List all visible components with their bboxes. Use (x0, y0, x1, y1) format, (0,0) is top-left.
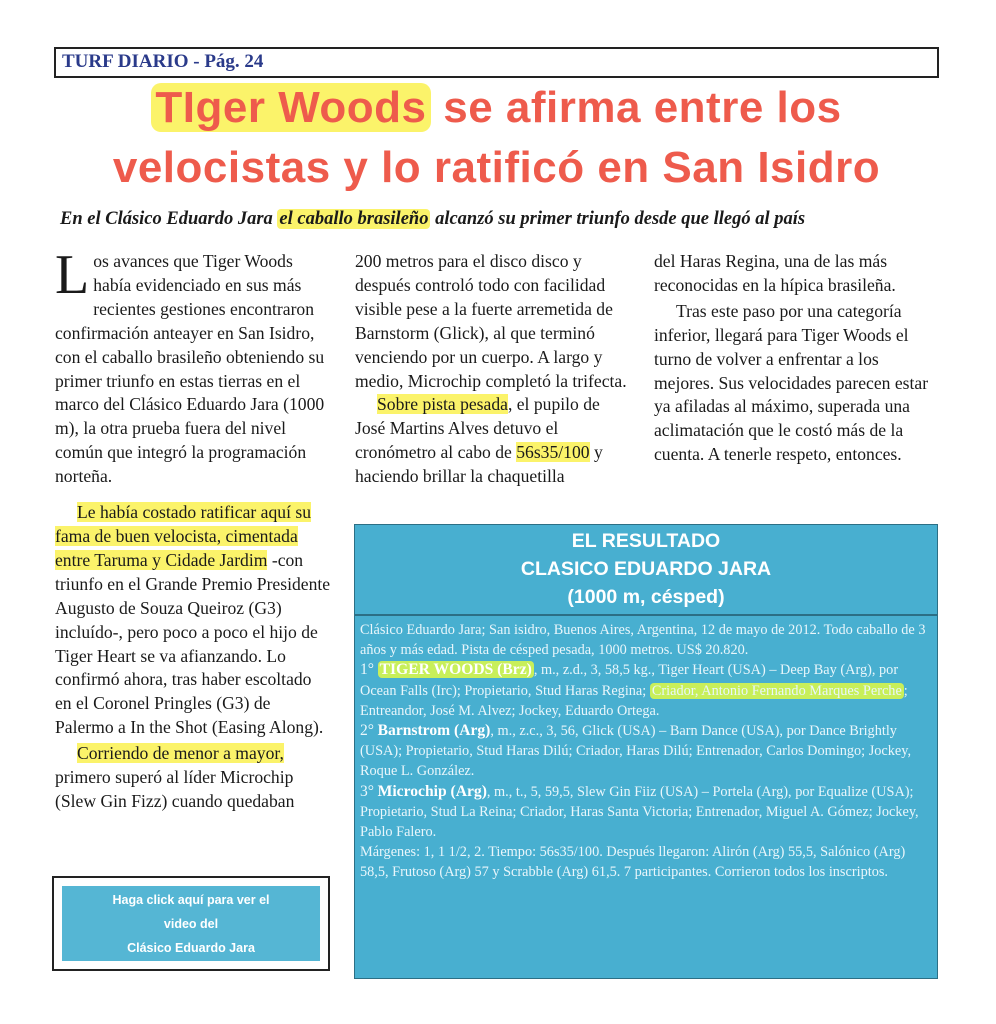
results-title-2: CLASICO EDUARDO JARA (520, 558, 772, 580)
article-paragraph (55, 244, 332, 489)
article-paragraph (55, 742, 332, 814)
article-column-3 (654, 250, 934, 467)
horse-name: Barnstrom (Arg) (377, 722, 491, 740)
position-label: 3° (360, 782, 375, 800)
article-paragraph: 200 metros para el disco disco y después controló todo con facilidad visible pese a la fuerte arremetida de Barnstorm (Glick), al que terminó venciendo por un cuerpo. A largo y medio, Microchip completó la trifecta. (355, 251, 627, 391)
breeder-highlight: Criador, Antonio Fernando Marques Perche (651, 682, 902, 699)
article-paragraph: Tras este paso por una categoría inferior, llegará para Tiger Woods el turno de volver a enfrentar a los mejores. Sus velocidades parecen estar ya afiladas al máximo, superada una aclimatación que le costó más de la cuenta. A tenerle respeto, entonces. (654, 300, 929, 465)
entry-text: ; Entreandor, José M. Alvez; Jockey, Eduardo Ortega. (360, 682, 908, 719)
results-margins: Márgenes: 1, 1 1/2, 2. Tiempo: 56s35/100. Después llegaron: Alirón (Arg) 55,5, Salónico (Arg) 58,5, Frutoso (Arg) 57 y Scrabble (Arg) 61,5. 7 participantes. Corrieron todos los inscriptos. (360, 844, 906, 881)
paragraph-text: primero superó al líder Microchip (Slew Gin Fizz) cuando quedaban (55, 767, 295, 811)
highlighted-text: Corriendo de menor a mayor, (77, 743, 284, 764)
position-label: 2° (360, 722, 375, 740)
header-text: TURF DIARIO - Pág. 24 (62, 51, 264, 72)
results-title-1: EL RESULTADO (571, 530, 721, 552)
headline-highlight: TIger Woods (151, 83, 430, 132)
video-link-line2: video del (163, 917, 219, 931)
article-column-2 (355, 250, 632, 489)
results-header (355, 525, 937, 616)
subheadline (60, 209, 940, 230)
entry-text: , m., z.d., 3, 58,5 kg., Tiger Heart (USA) – Deep Bay (Arg), por Ocean Falls (Irc); Propietario, Stud Haras Regina; (360, 662, 899, 699)
paragraph-text: -con triunfo en el Grande Premio Presidente Augusto de Souza Queiroz (G3) incluído-, pero poco a poco el hijo de Tiger Heart se va afianzando. Lo confirmó ahora, tras haber escoltado en el Coronel Pringles (G3) de Palermo a In the Shot (Easing Along). (55, 549, 331, 738)
headline-line2: velocistas y lo ratificó en San Isidro (112, 143, 881, 192)
results-first-place (360, 660, 931, 721)
results-intro: Clásico Eduardo Jara; San isidro, Buenos Aires, Argentina, 12 de mayo de 2012. Todo caballo de 3 años y más edad. Pista de césped pesada, 1000 metros. US$ 20.820. (360, 622, 926, 659)
position-label: 1° (360, 661, 375, 679)
winner-name: TIGER WOODS (Brz) (379, 661, 532, 679)
article-paragraph (355, 393, 632, 489)
highlighted-text: Sobre pista pesada (377, 394, 508, 415)
results-third-place (360, 782, 931, 843)
entry-text: , m., t., 5, 59,5, Slew Gin Fiiz (USA) – Portela (Arg), por Equalize (USA); Propietario, Stud La Reina; Criador, Haras Santa Victoria; Entrenador, Miguel A. Gómez; Jockey, Pablo Falero. (360, 783, 919, 841)
paragraph-text: , el pupilo de José Martins Alves detuvo el cronómetro al cabo de (355, 394, 600, 463)
paragraph-text: os avances que Tiger Woods había evidenciado en sus más recientes gestiones encontraron confirmación anteayer en San Isidro, con el caballo brasileño obteniendo su primer triunfo en estas tierras en el marco del Clásico Eduardo Jara (1000 m), la otra prueba fuera del nivel común que integró la programación norteña. (55, 251, 325, 487)
results-second-place (360, 721, 931, 782)
article-paragraph (55, 501, 332, 740)
page-header (54, 47, 939, 78)
horse-name: Microchip (Arg) (377, 782, 487, 800)
video-link-line1: Haga click aquí para ver el (112, 893, 270, 907)
video-link-button[interactable] (62, 886, 320, 961)
highlighted-time: 56s35/100 (516, 442, 590, 463)
subhead-highlight: el caballo brasileño (279, 209, 429, 229)
drop-cap: L (55, 244, 90, 306)
subhead-before: En el Clásico Eduardo Jara (60, 209, 278, 229)
video-link-box[interactable] (52, 876, 330, 971)
results-body (355, 616, 937, 883)
headline (54, 78, 939, 198)
results-box (354, 524, 938, 979)
article-paragraph: del Haras Regina, una de las más reconocidas en la hípica brasileña. (654, 251, 896, 295)
article-column-1 (55, 244, 332, 814)
video-link-line3: Clásico Eduardo Jara (127, 941, 255, 955)
subhead-after: alcanzó su primer triunfo desde que llegó al país (430, 209, 806, 229)
entry-text: , m., z.c., 3, 56, Glick (USA) – Barn Dance (USA), por Dance Brightly (USA); Propietario, Stud Haras Dilú; Criador, Haras Dilú; Entrenador, Carlos Domingo; Jockey, Roque L. González. (360, 723, 912, 780)
highlighted-text: Le había costado ratificar aquí su fama de buen velocista, cimentada entre Taruma y Cidade Jardim (55, 502, 311, 570)
paragraph-text: y haciendo brillar la chaquetilla (355, 442, 603, 487)
results-title-3: (1000 m, césped) (567, 586, 725, 608)
headline-line1: se afirma entre los (430, 83, 842, 132)
